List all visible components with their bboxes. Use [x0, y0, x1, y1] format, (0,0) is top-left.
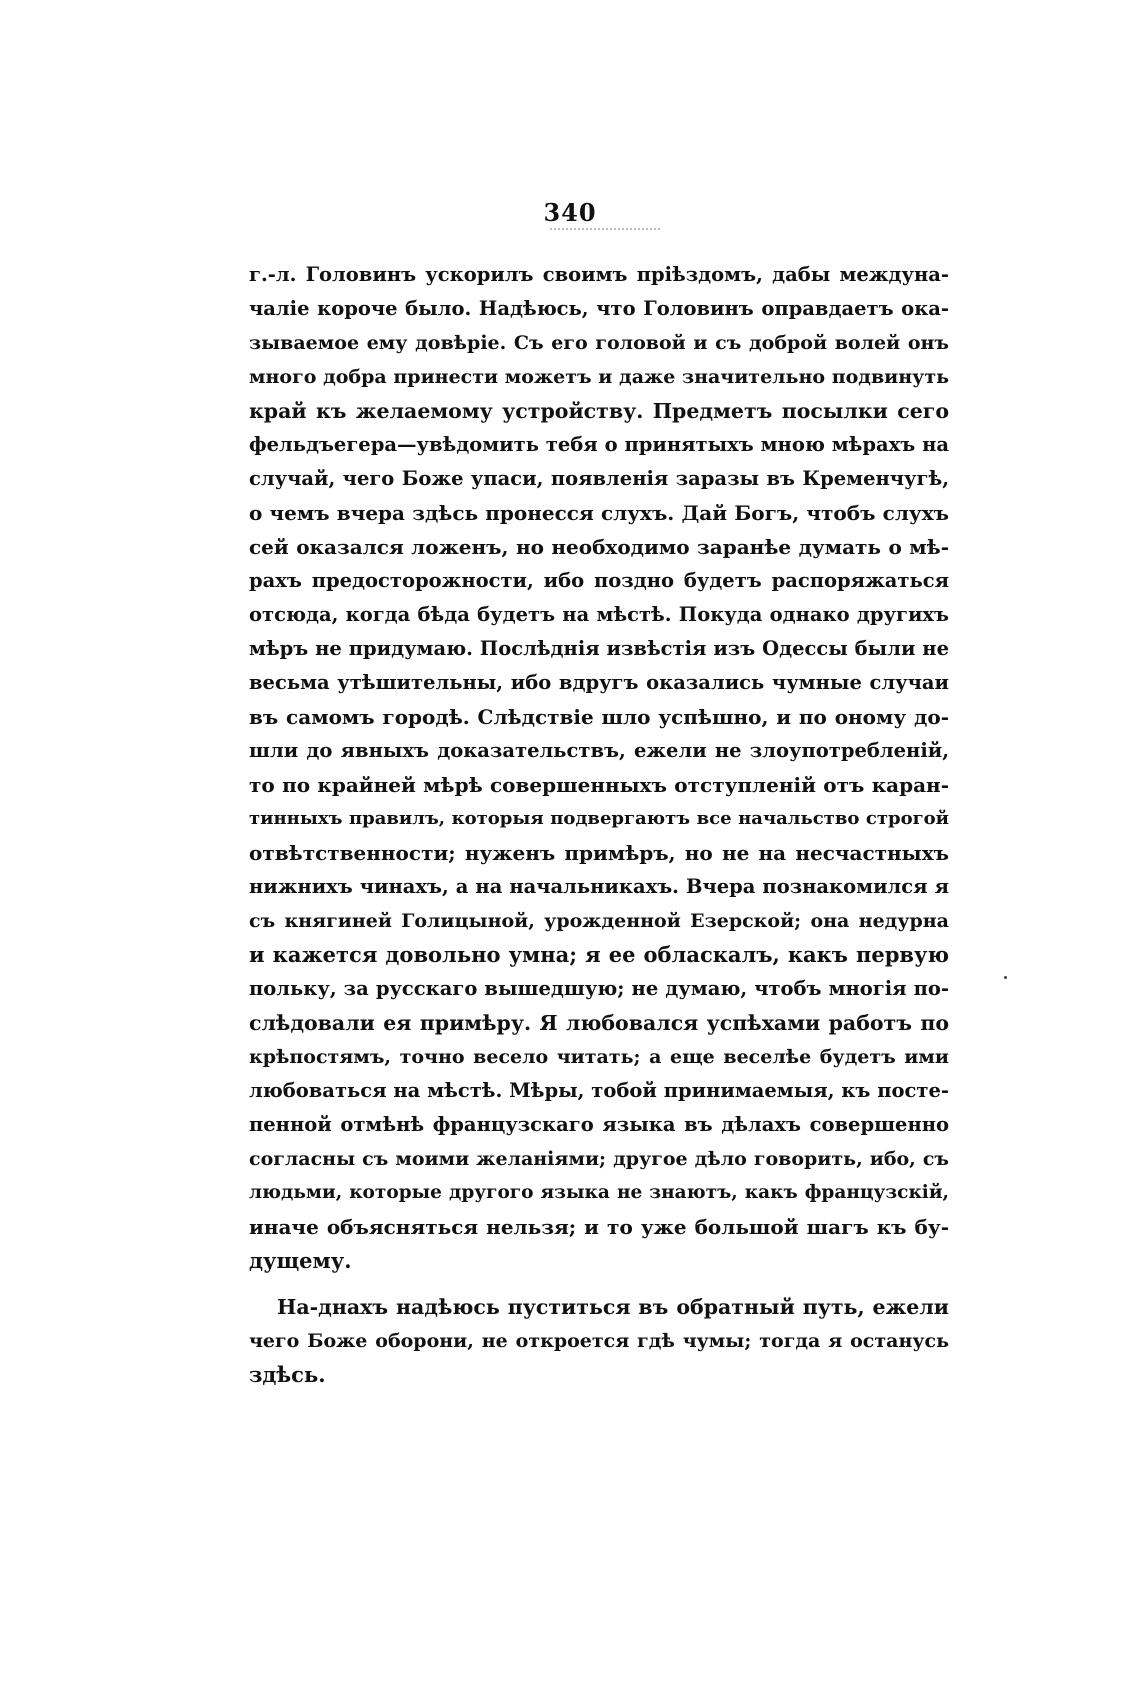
text-line: отсюда, когда бѣда будетъ на мѣстѣ. Покуда однако другихъ: [249, 603, 949, 626]
text-line: отвѣтственности; нуженъ примѣръ, но не на несчастныхъ: [249, 841, 949, 865]
text-line: мѣръ не придумаю. Послѣднія извѣстія изъ Одессы были не: [249, 637, 949, 660]
scan-speck: [1004, 976, 1007, 979]
text-line: согласны съ моими желаніями; другое дѣло говорить, ибо, съ: [249, 1148, 949, 1170]
text-line: пенной отмѣнѣ французскаго языка въ дѣлахъ совершенно: [249, 1113, 949, 1136]
text-line: тинныхъ правилъ, которыя подвергаютъ все начальство строгой: [249, 808, 949, 829]
text-line: и кажется довольно умна; я ее обласкалъ, какъ первую: [249, 942, 949, 967]
text-line: г.-л. Головинъ ускорилъ своимъ пріѣздомъ, дабы междуна-: [249, 263, 949, 286]
text-line: дущему.: [249, 1248, 352, 1273]
text-line: зываемое ему довѣріе. Съ его головой и съ доброй волей онъ: [249, 332, 949, 354]
text-line: сей оказался ложенъ, но необходимо заранѣе думать о мѣ-: [249, 535, 949, 559]
page-number-rule: [550, 228, 660, 230]
text-line: любоваться на мѣстѣ. Мѣры, тобой принимаемыя, къ посте-: [249, 1079, 949, 1102]
text-line: чего Боже оборони, не откроется гдѣ чумы; тогда я останусь: [249, 1330, 949, 1352]
text-line: польку, за русскаго вышедшую; не думаю, чтобъ многія по-: [249, 977, 949, 1000]
text-line: край къ желаемому устройству. Предметъ посылки сего: [249, 399, 949, 423]
page-number: 340: [543, 198, 597, 227]
text-line: фельдъегера—увѣдомить тебя о принятыхъ мною мѣрахъ на: [249, 433, 949, 456]
paragraph-spacer: [249, 1278, 949, 1290]
text-line: шли до явныхъ доказательствъ, ежели не злоупотребленій,: [249, 739, 949, 762]
text-line: много добра принести можетъ и даже значительно подвинуть: [249, 366, 949, 388]
text-line: нижнихъ чинахъ, а на начальникахъ. Вчера познакомился я: [249, 875, 949, 898]
text-line: случай, чего Боже упаси, появленія заразы въ Кременчугѣ,: [249, 467, 949, 490]
text-line: чаліе короче было. Надѣюсь, что Головинъ оправдаетъ ока-: [249, 297, 949, 320]
text-line: крѣпостямъ, точно весело читать; а еще веселѣе будетъ ими: [249, 1046, 949, 1068]
text-line: весьма утѣшительны, ибо вдругъ оказались чумные случаи: [249, 671, 949, 694]
text-line: рахъ предосторожности, ибо поздно будетъ распоряжаться: [249, 569, 949, 592]
text-line: людьми, которые другого языка не знаютъ, какъ французскій,: [249, 1182, 949, 1203]
text-line: иначе объясняться нельзя; и то уже большой шагъ къ бу-: [249, 1215, 949, 1239]
paragraph: [249, 1290, 949, 1392]
text-line: то по крайней мѣрѣ совершенныхъ отступленій отъ каран-: [249, 773, 949, 797]
text-line: о чемъ вчера здѣсь пронесся слухъ. Дай Богъ, чтобъ слухъ: [249, 501, 949, 525]
text-line: въ самомъ городѣ. Слѣдствіе шло успѣшно, и по оному до-: [249, 705, 949, 729]
text-line: съ княгиней Голицыной, урожденной Езерской; она недурна: [249, 910, 949, 932]
body-text: [249, 258, 949, 1392]
text-line: На-днахъ надѣюсь пуститься въ обратный путь, ежели: [277, 1295, 949, 1319]
text-line: здѣсь.: [249, 1362, 326, 1387]
text-line: слѣдовали ея примѣру. Я любовался успѣхами работъ по: [249, 1011, 949, 1035]
paragraph: [249, 258, 949, 1278]
